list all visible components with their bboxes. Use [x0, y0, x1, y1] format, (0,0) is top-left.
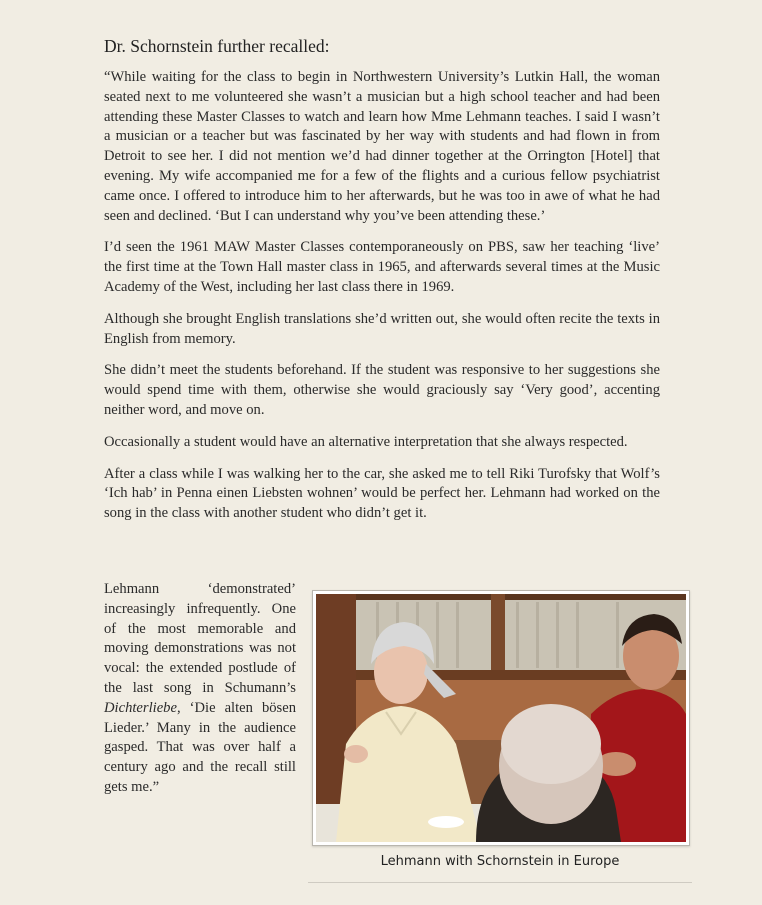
paragraph-3: Although she brought English translations she’d written out, she would often recite the texts in English from memory.	[104, 310, 660, 347]
photo-caption: Lehmann with Schornstein in Europe	[380, 854, 620, 869]
paragraph-4: She didn’t meet the students beforehand. If the student was responsive to her suggestions she would spend time with them, otherwise she would graciously say ‘Very good’, accenting neither word, and move on.	[104, 362, 660, 418]
work-title: Dichterliebe	[104, 699, 177, 716]
article-body	[104, 34, 660, 536]
paragraph-2: I’d seen the 1961 MAW Master Classes contemporaneously on PBS, saw her teaching ‘live’ the first time at the Town Hall master class in 1965, and afterwards several times at the Music Academy of the West, including her last class there in 1969.	[104, 239, 660, 295]
caption-divider	[308, 882, 692, 883]
paragraph-1: “While waiting for the class to begin in Northwestern University’s Lutkin Hall, the woman seated next to me volunteered she wasn’t a musician but a high school teacher and had been attending these Master Classes to watch and learn how Mme Lehmann teaches. I said I wasn’t a musician or a teacher but was fascinated by her way with students and had flown in from Detroit to see her. I did not mention we’d had dinner together at the Orrington [Hotel] that evening. My wife accompanied me for a few of the flights and a curious fellow psychiatrist came once. I offered to introduce him to her afterwards, but he was too in awe of what he had seen and declined. ‘But I can understand why you’ve been attending these.’	[104, 69, 660, 224]
paragraph-6: After a class while I was walking her to the car, she asked me to tell Riki Turofsky that Wolf’s ‘Ich hab’ in Penna einen Liebsten wohnen’ would be perfect her. Lehmann had worked on the song in the class with another student who didn’t get it.	[104, 465, 660, 522]
wrapped-text-end: , ‘Die alten bösen Lieder.’ Many in the audience gasped. That was over half a century ago and the recall still gets me.”	[104, 699, 296, 795]
wrapped-paragraph	[104, 580, 296, 798]
wrapped-text-start: Lehmann ‘demonstrated’ increasingly infrequently. One of the most memorable and moving demonstrations was not vocal: the extended postlude of the last song in Schumann’s	[104, 581, 296, 696]
photo-lehmann-schornstein	[316, 594, 686, 842]
photo-frame	[312, 590, 690, 846]
paragraph-5: Occasionally a student would have an alternative interpretation that she always respected.	[104, 433, 628, 450]
section-heading: Dr. Schornstein further recalled:	[104, 36, 330, 56]
